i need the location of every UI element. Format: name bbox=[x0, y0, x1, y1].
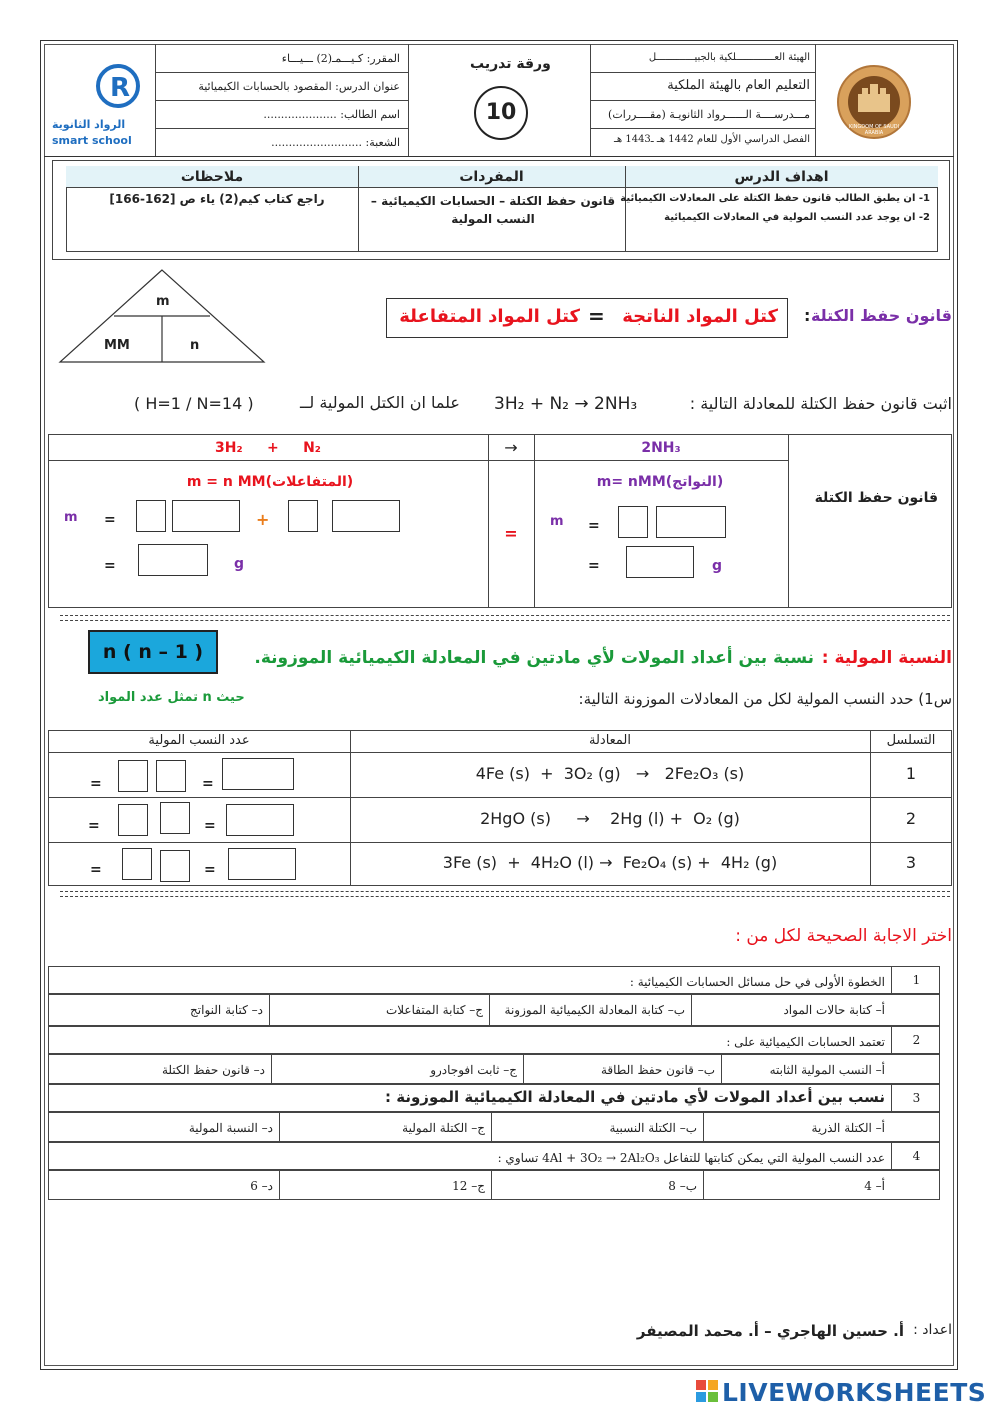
mcq-options-row bbox=[48, 994, 940, 1026]
reactant-box-mm-1[interactable] bbox=[172, 500, 240, 532]
mass-triangle bbox=[56, 266, 268, 366]
notes-header: ملاحظات bbox=[180, 169, 244, 185]
objective-1: 1- ان يطبق الطالب قانون حفظ الكتلة على المعادلات الكيميائية bbox=[620, 193, 930, 204]
authors: أ. حسين الهاجري – أ. محمد المصيفر bbox=[636, 1322, 904, 1340]
separator-1 bbox=[60, 615, 950, 621]
objective-2: 2- ان يوجد عدد النسب المولية في المعادلات الكيميائية bbox=[664, 212, 930, 223]
ratio-box-b[interactable] bbox=[160, 802, 190, 834]
row-eq-1: = bbox=[90, 862, 102, 878]
reactant-box-total[interactable] bbox=[138, 544, 208, 576]
products-m-label: m bbox=[550, 514, 564, 529]
mcq-options-row bbox=[48, 1112, 940, 1142]
ratio-box-result[interactable] bbox=[228, 848, 296, 880]
vocab-text: قانون حفظ الكتلة – الحسابات الكيميائية – النسب المولية bbox=[370, 194, 616, 226]
school-name: مـــدرســــة الــــــرواد الثانويـة (مقــــررات) bbox=[608, 108, 810, 121]
mcq-option[interactable]: ج– الكتلة المولية bbox=[279, 1113, 491, 1141]
school-logo bbox=[52, 56, 152, 152]
products-header: 2NH₃ bbox=[641, 440, 681, 456]
row-eq-1: = bbox=[90, 776, 102, 792]
liveworksheets-brand: LIVEWORKSHEETS bbox=[722, 1378, 987, 1407]
mcq-option[interactable]: ج– كتابة المتفاعلات bbox=[269, 995, 489, 1025]
row-no: 3 bbox=[905, 853, 917, 872]
row-equation: 3Fe (s) + 4H₂O (l) → Fe₂O₄ (s) + 4H₂ (g) bbox=[442, 853, 778, 872]
mcq-option[interactable]: د– كتابة النواتج bbox=[190, 1003, 263, 1017]
row-eq-1: = bbox=[88, 818, 100, 834]
reactant-box-mm-2[interactable] bbox=[332, 500, 400, 532]
semester: الفصل الدراسي الأول للعام 1442 هـ ـ1443 هـ bbox=[613, 134, 810, 145]
mcq-options-row bbox=[48, 1054, 940, 1084]
mcq-question-text: نسب بين أعداد المولات لأي مادتين في المعادلة الكيميائية الموزونة : bbox=[385, 1088, 885, 1106]
col-header-equation: المعادلة bbox=[588, 733, 632, 748]
prove-text: اثبت قانون حفظ الكتلة للمعادلة التالية : bbox=[689, 394, 952, 413]
given-values: ( H=1 / N=14 ) bbox=[134, 394, 254, 413]
lesson-title: عنوان الدرس: المقصود بالحسابات الكيميائية bbox=[198, 80, 400, 93]
mcq-question-text: تعتمد الحسابات الكيميائية على : bbox=[726, 1035, 885, 1049]
reactant-box-coef-2[interactable] bbox=[288, 500, 318, 532]
reactants-unit: g bbox=[234, 556, 245, 572]
row-label-conservation: قانون حفظ الكتلة bbox=[814, 490, 938, 506]
reactants-plus: + bbox=[256, 510, 270, 529]
mcq-option[interactable]: د– النسبة المولية bbox=[188, 1121, 273, 1135]
ratio-box-a[interactable] bbox=[118, 804, 148, 836]
ratio-box-b[interactable] bbox=[156, 760, 186, 792]
product-box-mm[interactable] bbox=[656, 506, 726, 538]
liveworksheets-logo-icon bbox=[696, 1380, 718, 1402]
products-formula: (النواتج)m= nMM bbox=[596, 474, 724, 490]
svg-text:R: R bbox=[110, 73, 131, 103]
vocab-header: المفردات bbox=[459, 169, 524, 185]
mcq-no: 3 bbox=[891, 1085, 941, 1111]
school-logo-ar: الرواد الثانوية bbox=[52, 118, 126, 131]
products-unit: g bbox=[712, 558, 723, 574]
reactants-formula: (المتفاعلات)m = n MM bbox=[186, 474, 354, 490]
reactants-header: 3H₂ + N₂ bbox=[215, 440, 321, 456]
product-box-coef[interactable] bbox=[618, 506, 648, 538]
authority-text: الهيئة العـــــــــــــلكية بالجبيـــــــــــــل bbox=[648, 52, 810, 63]
arrow-header: → bbox=[504, 438, 518, 457]
mole-ratio-label: النسبة المولية : bbox=[821, 648, 952, 668]
mcq-question-row bbox=[48, 966, 940, 994]
mole-ratio-note: حيث n تمثل عدد المواد bbox=[98, 690, 245, 705]
given-label: علما ان الكتل المولية لــ bbox=[300, 393, 460, 412]
reactant-box-coef-1[interactable] bbox=[136, 500, 166, 532]
mcq-option[interactable]: د– قانون حفظ الكتلة bbox=[161, 1063, 265, 1077]
sheet-number: 10 bbox=[474, 86, 528, 140]
conservation-law-colon: : bbox=[804, 306, 811, 325]
row-equation: 2HgO (s) → 2Hg (l) + O₂ (g) bbox=[480, 809, 740, 828]
objectives-header: اهداف الدرس bbox=[734, 169, 829, 185]
mcq-option[interactable]: أ– 4 bbox=[703, 1171, 891, 1199]
notes-text: راجع كتاب كيم(2) ياء ص [162-166] bbox=[109, 192, 325, 206]
triangle-m: m bbox=[156, 294, 170, 309]
section: الشعبة: .......................... bbox=[271, 136, 400, 149]
ratio-box-result[interactable] bbox=[226, 804, 294, 836]
mole-ratio-question: س1) حدد النسب المولية لكل من المعادلات الموزونة التالية: bbox=[578, 690, 952, 708]
mole-ratio-definition: نسبة بين أعداد المولات لأي مادتين في المعادلة الكيميائية الموزونة. bbox=[254, 648, 814, 668]
col-header-no: التسلسل bbox=[886, 733, 936, 748]
student-name: اسم الطالب: ..................... bbox=[263, 108, 400, 121]
product-box-total[interactable] bbox=[626, 546, 694, 578]
mcq-option[interactable]: أ– كتابة حالات المواد bbox=[691, 995, 891, 1025]
equals-sign: = bbox=[588, 304, 605, 328]
saudi-seal-logo bbox=[836, 64, 912, 140]
mcq-question-row bbox=[48, 1142, 940, 1170]
row-eq-2: = bbox=[204, 862, 216, 878]
subject: المقرر: كـيـــمـ(2) ـــيـــاء bbox=[281, 52, 400, 65]
mcq-option[interactable]: ب– قانون حفظ الطاقة bbox=[523, 1055, 721, 1083]
row-eq-2: = bbox=[204, 818, 216, 834]
conservation-law-label: قانون حفظ الكتلة bbox=[810, 306, 952, 325]
mcq-option[interactable]: أ– الكتلة الذرية bbox=[703, 1113, 891, 1141]
reactants-mass-text: كتل المواد المتفاعلة bbox=[399, 306, 580, 327]
mcq-option[interactable]: ج– ثابت افوجادرو bbox=[271, 1055, 523, 1083]
mcq-question-row bbox=[48, 1026, 940, 1054]
reactants-eq-1: = bbox=[104, 512, 116, 528]
seal-text: KINGDOM OF SAUDI ARABIA bbox=[848, 124, 900, 136]
mcq-question-row bbox=[48, 1084, 940, 1112]
mcq-question-text: الخطوة الأولى في حل مسائل الحسابات الكيميائية : bbox=[629, 975, 885, 989]
col-header-count: عدد النسب المولية bbox=[148, 733, 250, 748]
ratio-box-b[interactable] bbox=[160, 850, 190, 882]
row-no: 1 bbox=[905, 764, 917, 783]
sheet-label: ورقة تدريب bbox=[470, 56, 551, 72]
education-dept: التعليم العام بالهيئة الملكية bbox=[667, 78, 810, 93]
products-mass-text: كتل المواد الناتجة bbox=[622, 306, 778, 327]
mcq-option[interactable]: أ– النسب المولية الثابته bbox=[721, 1055, 891, 1083]
mcq-no: 4 bbox=[891, 1143, 941, 1169]
triangle-mm: MM bbox=[104, 338, 130, 353]
separator-2 bbox=[60, 891, 950, 897]
mole-ratio-formula: n ( n – 1 ) bbox=[88, 630, 218, 674]
row-eq-2: = bbox=[202, 776, 214, 792]
mcq-option[interactable]: ب– 8 bbox=[491, 1171, 703, 1199]
school-logo-en: smart school bbox=[52, 134, 132, 147]
mcq-no: 1 bbox=[891, 967, 941, 993]
prove-equation: 3H₂ + N₂ → 2NH₃ bbox=[494, 394, 638, 414]
mcq-options-row bbox=[48, 1170, 940, 1200]
mcq-option[interactable]: ب– كتابة المعادلة الكيميائية الموزونة bbox=[489, 995, 691, 1025]
row-no: 2 bbox=[905, 809, 917, 828]
mcq-option[interactable]: ب– الكتلة النسبية bbox=[491, 1113, 703, 1141]
products-eq-2: = bbox=[588, 558, 600, 574]
mcq-no: 2 bbox=[891, 1027, 941, 1053]
ratio-box-result[interactable] bbox=[222, 758, 294, 790]
reactants-eq-2: = bbox=[104, 558, 116, 574]
prepared-label: اعداد : bbox=[913, 1322, 952, 1338]
mcq-option[interactable]: ج– 12 bbox=[279, 1171, 491, 1199]
ratio-box-a[interactable] bbox=[122, 848, 152, 880]
mcq-question-text: عدد النسب المولية التي يمكن كتابتها للتفاعل 4Al + 3O₂ → 2Al₂O₃ تساوي : bbox=[497, 1151, 885, 1165]
products-eq-1: = bbox=[588, 518, 600, 534]
row-equation: 4Fe (s) + 3O₂ (g) → 2Fe₂O₃ (s) bbox=[475, 764, 745, 783]
mcq-title: اختر الاجابة الصحيحة لكل من : bbox=[735, 926, 952, 946]
triangle-n: n bbox=[190, 338, 200, 353]
ratio-box-a[interactable] bbox=[118, 760, 148, 792]
reactants-m-label: m bbox=[64, 510, 78, 525]
middle-equals: = bbox=[504, 524, 518, 543]
mcq-option[interactable]: د– 6 bbox=[250, 1179, 273, 1193]
